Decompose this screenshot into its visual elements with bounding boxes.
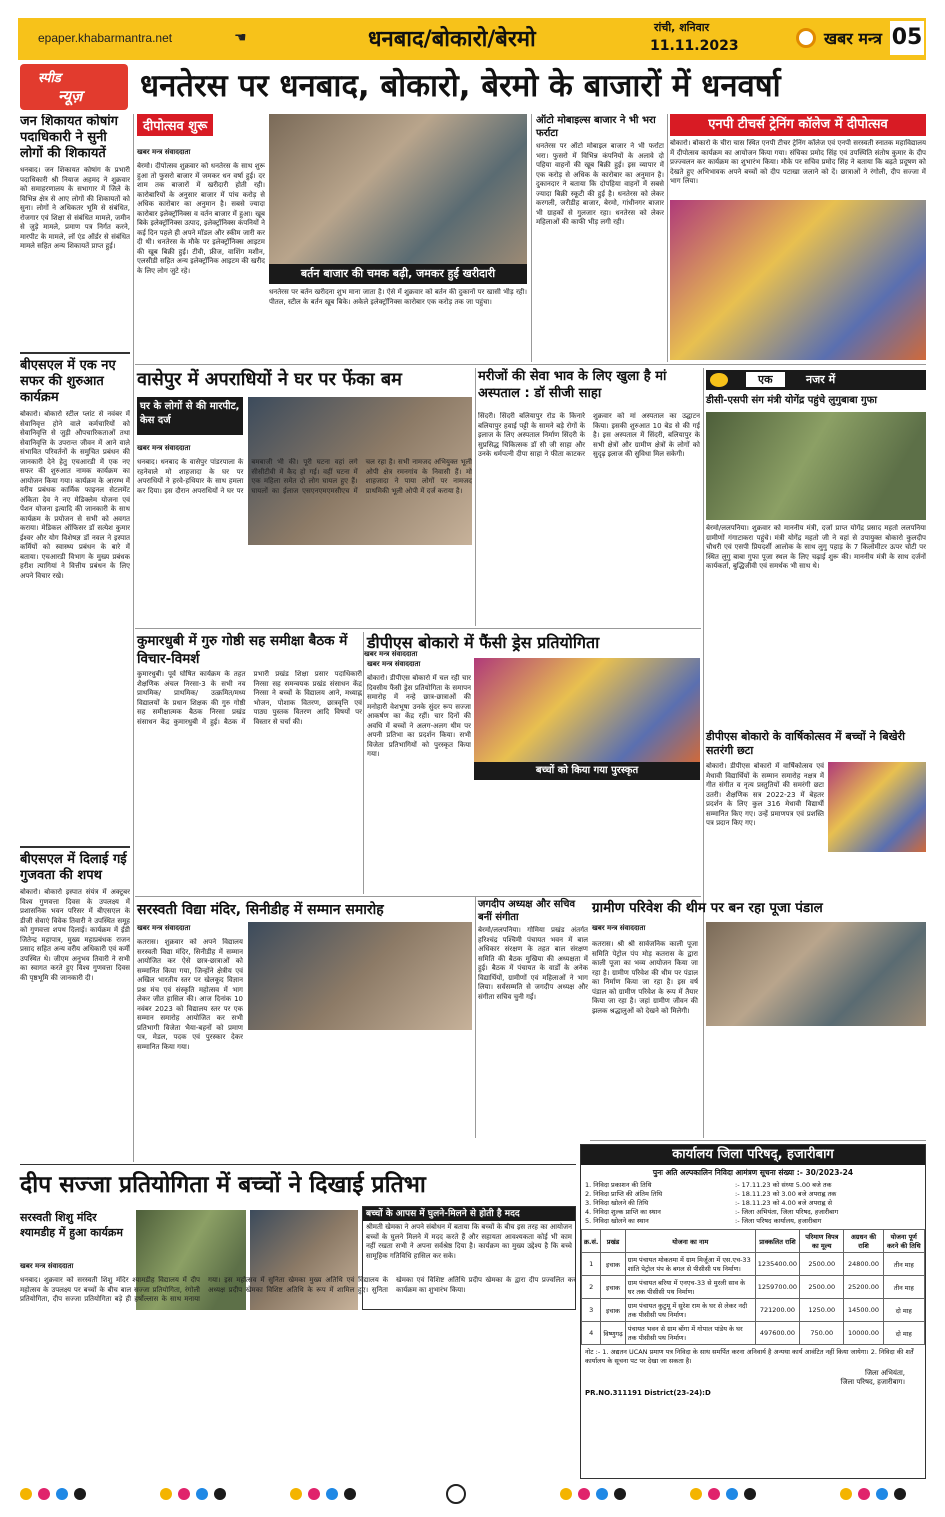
speed-news-logo: स्पीड न्यूज़ [20, 64, 128, 110]
jagdeep-headline: जगदीप अध्यक्ष और सचिव बनीं संगीता [478, 899, 576, 923]
dps-dress-caption: बच्चों को किया गया पुरस्कृत [474, 762, 700, 780]
tender-col-header: क्र.सं. [582, 1230, 601, 1253]
table-cell: दो माह [883, 1322, 924, 1345]
table-cell: 14500.00 [844, 1299, 883, 1322]
tender-info-value: :- 18.11.23 को 3.00 बजे अपराह्न तक [735, 1190, 837, 1198]
hospital-headline: मरीजों की सेवा भाव के लिए खुला है मां अस्पताल : डॉ सीजी साहा [478, 369, 667, 401]
saraswati-byline: खबर मन्त्र संवाददाता [137, 924, 191, 932]
table-cell: 4 [582, 1322, 601, 1345]
table-cell: 2500.00 [800, 1253, 844, 1276]
tender-sign-2: जिला परिषद, हजारीबाग। [840, 1378, 905, 1386]
brand-name: खबर मन्त्र [824, 29, 882, 48]
registration-dot [840, 1488, 852, 1500]
registration-dot [20, 1488, 32, 1500]
tender-subtitle: पुनः अति अल्पकालिन निविदा आमंत्रण सूचना संख्या :- 30/2023-24 [652, 1168, 854, 1177]
dance-photo [828, 762, 926, 852]
tender-col-header: प्रखंड [601, 1230, 625, 1253]
vaspur-byline: खबर मन्त्र संवाददाता [137, 444, 191, 452]
header-city: रांची, शनिवार [654, 21, 710, 34]
registration-dot [726, 1488, 738, 1500]
gramin-body: कतरास। श्री श्री सार्वजनिक काली पूजा समिति पेट्रोल पंप मोड़ कतरास के द्वारा काली पूजा का भव्य आयोजन किया जा रहा है। ग्रामीण परिवेश की थीम पर पंडाल का निर्माण किया जा रहा है। इस वर्ष पंडाल को ग्रामीण परिवेश के रूप में तैयार किया जा रहा है। जहां ग्रामीण जीवन की झलक श्रद्धालुओं को देखने को मिलेगी। [592, 940, 698, 1015]
dps-dress-headline: डीपीएस बोकारो में फैंसी ड्रेस प्रतियोगिता [367, 633, 600, 652]
tender-info-row [585, 1199, 921, 1208]
registration-dot [196, 1488, 208, 1500]
table-cell: 3 [582, 1299, 601, 1322]
deep-sajja-box-headline: बच्चों के आपस में घुलने-मिलने से होती है मदद [363, 1207, 575, 1221]
table-row [582, 1299, 925, 1322]
table-cell: 1259700.00 [755, 1276, 799, 1299]
deep-sajja-byline: खबर मन्त्र संवाददाता [20, 1262, 74, 1270]
deep-sajja-headline: दीप सज्जा प्रतियोगिता में बच्चों ने दिखाई प्रतिभा [20, 1172, 426, 1198]
registration-dot [744, 1488, 756, 1500]
table-cell: 1235400.00 [755, 1253, 799, 1276]
tender-info-row [585, 1208, 921, 1217]
tender-col-header: परिमाण विपत्र का मूल्य [800, 1230, 844, 1253]
vaspur-headline: वासेपुर में अपराधियों ने घर पर फेंका बम [137, 369, 402, 390]
tender-col-header: योजना का नाम [625, 1230, 755, 1253]
tender-col-header: योजना पूर्ण करने की तिथि [883, 1230, 924, 1253]
table-cell: तीन माह [883, 1253, 924, 1276]
market-photo-caption: बर्तन बाजार की चमक बढ़ी, जमकर हुई खरीदारी [269, 264, 527, 284]
table-cell: 1250.00 [800, 1299, 844, 1322]
tender-info-row [585, 1190, 921, 1199]
registration-dot [326, 1488, 338, 1500]
gramin-headline: ग्रामीण परिवेश की थीम पर बन रहा पूजा पंडाल [592, 900, 823, 916]
dps-annual-headline: डीपीएस बोकारो के वार्षिकोत्सव में बच्चों ने बिखेरी सतरंगी छटा [706, 730, 905, 757]
table-cell: तीन माह [883, 1276, 924, 1299]
tender-pr: PR.NO.311191 District(23-24):D [585, 1389, 711, 1397]
kumardhubi-body: कुमारधुबी। पूर्व घोषित कार्यक्रम के तहत शैक्षणिक अंचल निरसा-3 के सभी नव प्राथमिक/ प्राथमिक/ उत्क्रमित/मध्य विद्यालयों के प्रधान शिक्षक की गुरु गोष्ठी सह समीक्षात्मक बैठक निरसा प्रखंड संसाधन केंद्र कुमारधुबी में हुई। बैठक में प्रभारी प्रखंड शिक्षा प्रसार पदाधिकारी निरसा सह समन्वयक प्रखंड संसाधन केंद्र निरसा ने बच्चों के विद्यालय आने, मध्याह्न भोजन, पोशाक वितरण, छात्रवृत्ति एवं पाठ्य पुस्तक वितरण आदि विषयों पर विस्तार से चर्चा की। [137, 670, 362, 726]
main-headline: धनतेरस पर धनबाद, बोकारो, बेरमो के बाजारों में धनवर्षा [140, 68, 781, 104]
dps-dress-byline: खबर मन्त्र संवाददाता [367, 660, 421, 668]
ntpc-body: बोकारो। बोकारो के चीरा चास स्थित एनपी टीचर ट्रेनिंग कॉलेज एवं एनपी सरस्वती स्नातक महाविद्यालय में दीपोत्सव कार्यक्रम का आयोजन किया गया। संचिका प्रमोद सिंह एवं उपस्थिति संतोष कुमार के दीप प्रज्ज्वलन कर कार्यक्रम का शुभारंभ किया। मौके पर सचिव प्रमोद सिंह ने बताया कि बढ़ते प्रदूषण को देखते हुए अभिभावक अपने बच्चों को दीप पटाखा जलाने को दें। छात्राओं ने रंगोली, दीप सज्जा में भाग लिया। [670, 139, 926, 185]
tender-col-header: अग्रधन की राशि [844, 1230, 883, 1253]
deep-sajja-body: धनबाद। शुक्रवार को सरस्वती शिशु मंदिर श्यामडीह विद्यालय में दीप महोत्सव के उपलक्ष्य पर बच्चों के बीच बाल सज्जा प्रतियोगिता, रंगोली प्रतियोगिता, दीप सज्जा प्रतियोगिता बड़े ही हर्षोल्लास के साथ मनाया गया। इस महोत्सव में सुनिता खेमका मुख्य अतिथि एवं विद्यालय के अध्यक्ष प्रदीप खेमका विशिष्ट अतिथि के रूप में शामिल हुए। सुनिता खेमका एवं विशिष्ट अतिथि प्रदीप खेमका के द्वारा दीप प्रज्वलित कर कार्यक्रम का शुभारंभ किया। [20, 1276, 576, 1303]
mountain-photo [706, 412, 926, 520]
dps-annual-body: बोकारो। डीपीएस बोकारो में वार्षिकोत्सव एवं मेधावी विद्यार्थियों के सम्मान समारोह नक्षत्र में गीत संगीत व नृत्य प्रस्तुतियों की समरंगी छटा उतरी। शैक्षणिक सत्र 2022-23 में बेहतर प्रदर्शन के लिए कुल 316 मेधावी विद्यार्थी सम्मानित किए गए। उन्हें प्रमाणपत्र एवं प्रशस्ति पत्र प्रदान किए गए। [706, 762, 824, 827]
dps-dress-body: बोकारो। डीपीएस बोकारो में चल रही चार दिवसीय फैंसी ड्रेस प्रतियोगिता के समापन समारोह में नन्हे छात्र-छात्राओं की मनोहारी वेशभूषा उनके सुंदर रूप सज्जा आकर्षण का केंद्र रहीं। चार दिनों की अवधि में बच्चों ने अलग-अलग थीम पर अपनी प्रतिभा का प्रदर्शन किया। सभी विजेता प्रतिभागियों को पुरस्कृत किया गया। [367, 674, 471, 758]
left-column [20, 114, 130, 1164]
tender-notice [580, 1144, 926, 1479]
left-headline-1: जन शिकायत कोषांग पदाधिकारी ने सुनी लोगों की शिकायतें [20, 114, 118, 161]
tender-col-header: प्राक्कलित राशि [755, 1230, 799, 1253]
registration-dot [690, 1488, 702, 1500]
table-cell: ग्राम पंचायत कुटुमू में सुरेश राम के घर से लेकर नदी तक पीसीसी पथ निर्माण। [625, 1299, 755, 1322]
tender-info-key: 1. निविदा प्रकाशन की तिथि [585, 1181, 652, 1189]
registration-dot [876, 1488, 888, 1500]
table-cell: इचाक [601, 1253, 625, 1276]
gramin-byline: खबर मन्त्र संवाददाता [592, 924, 646, 932]
cursor-icon: ☚ [234, 30, 247, 46]
table-cell: विष्णुगढ़ [601, 1322, 625, 1345]
table-cell: 1 [582, 1253, 601, 1276]
registration-dot [178, 1488, 190, 1500]
vaspur-body: धनबाद। धनबाद के वासेपुर पांडरपाला के रहनेवाले मो शाहजादा के घर पर अपराधियों ने हरवे-हथियार के साथ हमला कर दिया। इस दौरान अपराधियों ने घर पर बमबाजी भी की। पूरी घटना वहां लगे सीसीटीवी में कैद हो गई। वहीं घटना में एक महिला समेत दो लोग घायल हुए हैं। घायलों का ईलाज एसएनएमएमसीएच में चल रहा है। सभी नामजद अभियुक्त भूली ओपी क्षेत्र रमनगांव के निवासी हैं। मो शाहजादा ने पाया लोगों पर नामजद प्राथमिकी भूली ओपी में दर्ज कराया है। [137, 458, 472, 495]
table-cell: ग्राम पंचायत बरिया में एनएच-33 से मुरली साव के घर तक पीसीसी पथ निर्माण। [625, 1276, 755, 1299]
ek-nazar-headline: डीसी-एसपी संग मंत्री योगेंद्र पहुंचे लुगुबाबा गुफा [706, 395, 877, 406]
tender-info-value: :- 18.11.23 को 4.00 बजे अपराह्न से [735, 1199, 832, 1207]
deep-sajja-side-headline: सरस्वती शिशु मंदिर श्यामडीह में हुआ कार्यक्रम [20, 1211, 123, 1239]
eye-icon [710, 373, 728, 387]
kumardhubi-headline: कुमारधुबी में गुरु गोष्ठी सह समीक्षा बैठक में विचार-विमर्श [137, 633, 348, 667]
page-header [18, 18, 926, 60]
ntpc-headline: एनपी टीचर्स ट्रेनिंग कॉलेज में दीपोत्सव [670, 114, 926, 136]
registration-dot [214, 1488, 226, 1500]
registration-dot [290, 1488, 302, 1500]
edition-title: धनबाद/बोकारो/बेरमो [368, 27, 536, 52]
deep-sajja-box-body: श्रीमती खेमका ने अपने संबोधन में बताया कि बच्चों के बीच इस तरह का आयोजन बच्चों के घुलने मिलने में मदद करते हैं और सहायता आवश्यकता कोई भी काम नहीं रखता सभी ने अपना सर्वश्रेष्ठ दिया है। कार्यक्रम का मुख्य उद्देश्य है कि बच्चे सामूहिक गतिविधि हासिल कर सके। [366, 1223, 572, 1260]
table-cell: 25200.00 [844, 1276, 883, 1299]
tender-info-value: :- 17.11.23 को संध्या 5.00 बजे तक [735, 1181, 832, 1189]
hospital-body: सिंदरी। सिंदरी बलियापुर रोड के किनारे बलियापुर हवाई पट्टी के सामने बड़े रोगों के इलाज के लिए अस्पताल निर्माण सिंदरी के सुप्रसिद्ध चिकित्सक डॉ सी जी साहा और उनके धर्मपत्नी दीपा साहा ने फीता काटकर शुक्रवार को मां अस्पताल का उद्घाटन किया। इसकी शुरुआत 10 बेड से की गई है। इस अस्पताल में सिंदरी, बलियापुर के सभी क्षेत्रों और ग्रामीण क्षेत्रों के लोगों को सुदृढ़ इलाज की सुविधा मिल सकेगी। [478, 412, 700, 458]
registration-dot [344, 1488, 356, 1500]
table-cell: ग्राम पंचायत मोकतमा में ग्राम मिर्जूआ में एस.एच-33 शांति पेट्रोल पंप के बगल से पीसीसी पथ निर्माण। [625, 1253, 755, 1276]
registration-dot [596, 1488, 608, 1500]
dipotsav-cont: धनतेरस पर बर्तन खरीदना शुभ माना जाता है। ऐसे में शुक्रवार को बर्तन की दुकानों पर खासी भीड़ रही। पीतल, स्टील के बर्तन खूब बिके। अकेले इलेक्ट्रॉनिक्स कारोबार एक करोड़ तक जा पहुंचा। [269, 288, 527, 306]
auto-headline: ऑटो मोबाइल्स बाजार ने भी भरा फर्राटा [536, 115, 656, 139]
registration-dot [308, 1488, 320, 1500]
vaspur-subhead: घर के लोगों से की मारपीट, केस दर्ज [137, 397, 243, 435]
table-row [582, 1276, 925, 1299]
tender-info-row [585, 1181, 921, 1190]
dipotsav-body: बेरमो। दीपोत्सव शुक्रवार को धनतेरस के साथ शुरू हुआ तो फुसरो बाजार में जमकर धन वर्षा हुई। दर शाम तक बाजारों में खरीदारी होती रही। कारोबारियों के अनुसार बाजार में पांच करोड़ से अधिक कारोबार का अनुमान है। सबसे ज्यादा कारोबार इलेक्ट्रॉनिक्स व वर्तन बाजार में हुआ। खूब बिके इलेक्ट्रॉनिक्स उत्पाद, इलेक्ट्रॉनिक्स कंपनियों ने कई दिन पहले ही अपने मॉडल और स्कीम जारी कर दी थी। धनतेरस के मौके पर इलेक्ट्रॉनिक्स आइटम की खूब बिक्री हुई। टीवी, फ्रीज, वाशिंग मशीन, एलसीडी सहित अन्य इलेक्ट्रॉनिक आइटम की खरीद के लिए लोग जुटे रहे। [137, 162, 265, 275]
tender-info-value: :- जिला अभियंता, जिला परिषद, हजारीबाग [735, 1208, 839, 1216]
ek-nazar-body: बेरमो/ललपनिया। शुक्रवार को माननीय मंत्री, दर्जा प्राप्त योगेंद्र प्रसाद महतो ललपनिया ग्रामीणों गंगाटाकरा पहुंचे। मंत्री योगेंद्र महतो जी ने वहां से उपायुक्त बोकारो कुलदीप चौधरी एवं एसपी प्रियदर्शी आलोक के साथ लुगु पहाड़ के 7 किलोमीटर ऊपर चोटी पर स्थित लुगु बाबा गुफा पूजा स्थल के लिए चढ़ाई शुरू की। माननीय मंत्री के साथ दर्जनों कार्यकर्ता, बुद्धिजीवी एवं समर्थक भी साथ थे। [706, 524, 926, 570]
table-cell: इचाक [601, 1299, 625, 1322]
registration-dot [578, 1488, 590, 1500]
tender-info-value: :- जिला परिषद कार्यालय, हजारीबाग [735, 1217, 822, 1225]
site-url[interactable]: epaper.khabarmantra.net [38, 31, 173, 45]
tender-info-key: 2. निविदा प्राप्ति की अंतिम तिथि [585, 1190, 663, 1198]
table-row [582, 1322, 925, 1345]
table-cell: 24800.00 [844, 1253, 883, 1276]
brand-logo-icon [796, 28, 816, 48]
kumardhubi-byline: खबर मन्त्र संवाददाता [364, 650, 418, 658]
pandal-photo [706, 922, 926, 1026]
dipotsav-byline: खबर मन्त्र संवाददाता [137, 148, 191, 156]
registration-dot [160, 1488, 172, 1500]
table-cell: 2500.00 [800, 1276, 844, 1299]
left-body-1: धनबाद। जन शिकायत कोषांग के प्रभारी पदाधिकारी श्री नियाज अहमद ने शुक्रवार को समाहरणालय के सभागार में जिले के विभिन्न क्षेत्र से आए लोगों की शिकायतों को सुना। लोगों ने अधिकतर भूमि से संबंधित, रोजगार एवं शिक्षा से संबंधित मामले, जमीन से जुड़े मामले, प्रमाण पत्र निर्गत करने, मारपीट के मामले, लॉ एंड ऑर्डर से संबंधित मामले सहित अन्य शिकायतें प्राप्त हुई। [20, 166, 130, 250]
tender-info-key: 3. निविदा खोलने की तिथि [585, 1199, 649, 1207]
registration-dot [560, 1488, 572, 1500]
registration-dot [38, 1488, 50, 1500]
table-cell: 497600.00 [755, 1322, 799, 1345]
table-cell: 10000.00 [844, 1322, 883, 1345]
fancy-dress-photo [474, 658, 700, 762]
tender-info-key: 5. निविदा खोलने का स्थान [585, 1217, 649, 1225]
saraswati-body: कतरास। शुक्रवार को अपने विद्यालय सरस्वती विद्या मंदिर, सिनीडीह में सम्मान आयोजित कर ऐसे छात्र-छात्राओं को सम्मानित किया गया, जिन्होंने क्षेत्रीय एवं अखिल भारतीय स्तर पर खेलकूद विज्ञान प्रश्न मंच एवं संस्कृति महोत्सव में भाग लेकर जीत हासिल की। आज दिनांक 10 नवंबर 2023 को विद्यालय स्तर पर एक सम्मान समारोह आयोजित कर सभी प्रतिभागी विजेता भैया-बहनों को प्रमाण पत्र, मेडल, पदक एवं पुरस्कार देकर सम्मानित किया गया। [137, 938, 243, 1051]
table-cell: 721200.00 [755, 1299, 799, 1322]
table-cell: पंचायत भवन से ग्राम बोंगा में गोपाल पांडेय के घर तक पीसीसी पथ निर्माण। [625, 1322, 755, 1345]
tender-note: नोट :- 1. अद्यतन UCAN प्रमाण पत्र निविदा के साथ समर्पित करना अनिवार्य है अन्यथा कार्य आवंटित नहीं किया जायेगा। 2. निविदा की शर्तें कार्यालय के सूचना पट पर देखा जा सकता है। [585, 1348, 914, 1365]
table-cell: 2 [582, 1276, 601, 1299]
tender-info-row [585, 1217, 921, 1226]
table-cell: इचाक [601, 1276, 625, 1299]
table-cell: 750.00 [800, 1322, 844, 1345]
registration-dot [708, 1488, 720, 1500]
tender-info-key: 4. निविदा शुल्क प्राप्ति का स्थान [585, 1208, 661, 1216]
market-photo [269, 114, 527, 264]
dipotsav-tag: दीपोत्सव शुरू [137, 114, 213, 136]
crosshair-icon [446, 1484, 466, 1504]
left-headline-3: बीएसएल में दिलाई गई गुजवता की शपथ [20, 846, 130, 884]
left-body-3: बोकारो। बोकारो इस्पात संयंत्र में अक्टूबर विश्व गुणवत्ता दिवस के उपलक्ष्य में प्रशासनिक भवन परिसर में बीएसएल के डीजी सेवाएं विवेक तिवारी ने उपस्थित समूह को गुणवत्ता शपथ दिलाई। कार्यक्रम में ईडी जितेन्द्र महापात्र, मुख्य महाप्रबंधक राजन प्रसाद सहित अन्य वरीय अधिकारी एवं कर्मी उपस्थित थे। जीएम अनुभव तिवारी ने सभी का स्वागत करते हुए विश्व गुणवत्ता दिवस की पृष्ठभूमि की जानकारी दी। [20, 888, 130, 982]
tender-sign-1: जिला अभियंता, [865, 1369, 905, 1377]
table-row [582, 1253, 925, 1276]
left-headline-2: बीएसएल में एक नए सफर की शुरुआत कार्यक्रम [20, 352, 130, 406]
registration-dot [614, 1488, 626, 1500]
tender-title: कार्यालय जिला परिषद्, हजारीबाग [581, 1145, 925, 1165]
tender-info-list [581, 1181, 925, 1229]
registration-dot [56, 1488, 68, 1500]
left-body-2: बोकारो। बोकारो स्टील प्लांट से नवंबर में सेवानिवृत्त होने वाले कर्मचारियों को सेवानिवृत्ति से जुड़ी औपचारिकताओं तथा सेवानिवृत्ति के उपरान्त जीवन में आने वाले संभावित परिवर्तनों के समुचित प्रबंधन की जानकारी देने हेतु एचआरडी में एक नए सफर की शुरुआत नामक कार्यक्रम का आयोजन किया गया। कार्यक्रम के आरम्भ में वरीय प्रबंधक कार्मिक फाइनल सेटलमेंट अंकिता देव ने नए मेडिक्लेम योजना एवं पेंशन योजना इत्यादि की जानकारी के साथ कार्यक्रम के प्रयोजन से सभी को अवगत कराया। मेडिकल ऑफिसर डॉ सत्येश कुमार ईश्वर और योग विशेषज्ञ डॉ नवल ने इस्पात कर्मियों को स्वास्थ्य प्रबंधन के बारे में बताया। एचआरडी विभाग के मुख्य प्रबंधक हरीश त्यागियां ने वित्तीय प्रबंधन के लिए अपने विचार रखे। [20, 410, 130, 580]
registration-dot [74, 1488, 86, 1500]
award-photo [248, 922, 472, 1030]
registration-dot [894, 1488, 906, 1500]
auto-body: धनतेरस पर ऑटो मोबाइल बाजार ने भी फर्राटा भरा। फुसरो में विभिन्न कंपनियों के अलावे दो पहिया वाहनों की खूब बिक्री हुई। इस व्यापार में एक करोड़ से अधिक के कारोबार का अनुमान है। दुकानदार ने बताया कि दोपहिया वाहनों में सबसे ज्यादा बिक्री स्कूटी की हुई है। धनतेरस को लेकर करगली, जरीडीह बाजार, बेरमो, गांधीनगर बाजार भी ग्राहकों से गुलजार रहा। धनतेरस को लेकर महिलाओं की काफी भीड़ लगी रही। [536, 142, 664, 226]
page-number: 05 [890, 21, 924, 55]
jagdeep-body: बेरमो/ललपनिया। गोमिया प्रखंड अंतर्गत हरिश्चंद्र पश्चिमी पंचायत भवन में बाल अधिकार संरक्षण के तहत बाल संरक्षण समिति की बैठक मुखिया की अध्यक्षता में हुई। बैठक में पंचायत के वार्डों के अनेक विद्यार्थियों, ग्रामीणों एवं महिलाओं ने भाग लिया। सर्वसम्मति से जगदीप अध्यक्ष और संगीता सचिव चुनी गईं। [478, 926, 588, 1001]
tender-table [581, 1229, 925, 1345]
table-cell: दो माह [883, 1299, 924, 1322]
header-date: 11.11.2023 [650, 38, 739, 54]
saraswati-headline: सरस्वती विद्या मंदिर, सिनीडीह में सम्मान समारोह [137, 902, 384, 918]
ntpc-photo [670, 200, 926, 360]
registration-dot [858, 1488, 870, 1500]
ek-nazar-label: एक नजर में [706, 370, 926, 390]
